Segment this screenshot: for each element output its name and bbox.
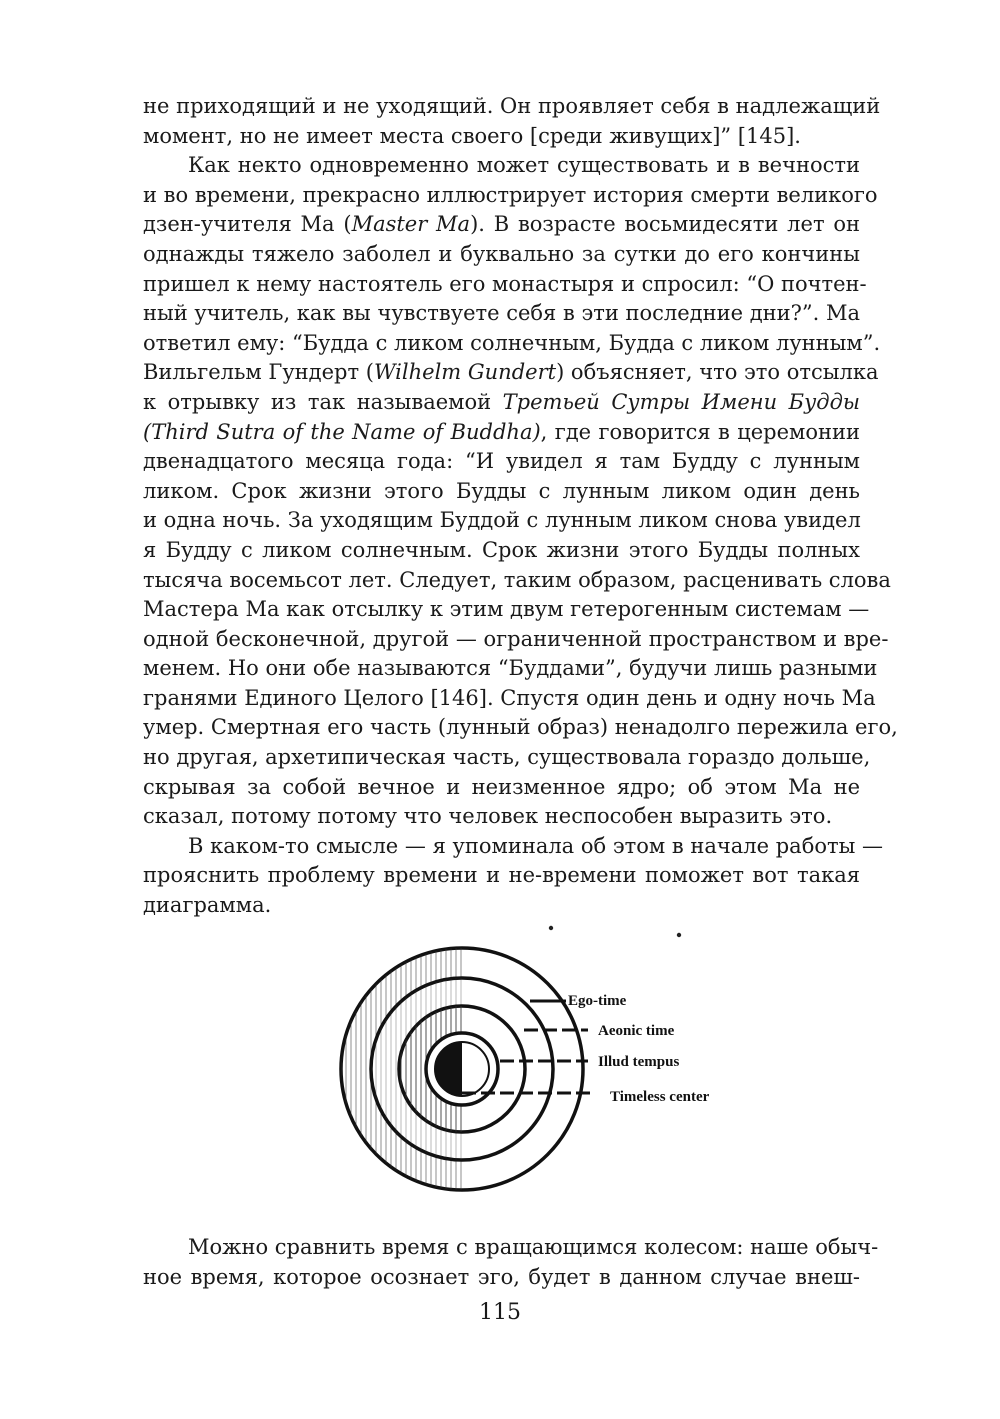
text-line: но другая, архетипическая часть, существовала гораздо дольше,: [143, 745, 871, 770]
text-line: умер. Смертная его часть (лунный образ) ненадолго пережила его,: [143, 715, 898, 740]
text-line: диаграмма.: [143, 893, 272, 918]
text-line: не приходящий и не уходящий. Он проявляет себя в надлежащий: [143, 94, 881, 118]
label-illud-tempus: Illud tempus: [598, 1054, 680, 1070]
text-block-top: [143, 92, 898, 921]
italic-term-wilhelm-gundert: Wilhelm Gundert: [373, 360, 557, 385]
text-line: я Будду с ликом солнечным. Срок жизни этого Будды полных: [143, 537, 860, 562]
text-line: момент, но не имеет места своего [среди живущих]” [145].: [143, 123, 801, 148]
text-line: менем. Но они обе называются “Буддами”, будучи лишь разными: [143, 656, 878, 681]
text-line: ный учитель, как вы чувствуете себя в эти последние дни?”. Ма: [143, 301, 861, 326]
text-line: Мастера Ма как отсылку к этим двум гетерогенным системам —: [143, 597, 870, 622]
text-line: прояснить проблему времени и не-времени поможет вот такая: [143, 863, 860, 888]
text-line: сказал, потому потому что человек неспособен выразить это.: [143, 804, 833, 829]
italic-term-sutra-title-en: (Third Sutra of the Name of Buddha): [143, 419, 541, 444]
text-line: В каком-то смысле — я упоминала об этом в начале работы —: [188, 833, 883, 858]
timeless-center-dot: [435, 1042, 462, 1096]
paragraph-1: [143, 151, 898, 832]
text-line: гранями Единого Целого [146]. Спустя один день и одну ночь Ма: [143, 685, 876, 710]
text-line: пришел к нему настоятель его монастыря и спросил: “О почтен-: [143, 271, 867, 296]
paragraph-3: [143, 1233, 879, 1292]
text-line: и во времени, прекрасно иллюстрирует история смерти великого: [143, 182, 878, 207]
italic-term-sutra-title-ru: Третьей Сутры Имени Будды: [502, 389, 860, 414]
label-timeless-center: Timeless center: [610, 1089, 710, 1105]
ink-speck: [677, 933, 681, 937]
text-block-bottom: [143, 1233, 879, 1292]
text-line: Как некто одновременно может существовать и в вечности: [188, 153, 860, 178]
line-fragment: ) объясняет, что это отсылка: [556, 360, 879, 385]
paragraph-2: [143, 832, 883, 921]
line-fragment: Вильгельм Гундерт (: [143, 360, 374, 385]
line-fragment: к отрывку из так называемой: [143, 389, 503, 414]
italic-term-master-ma: Master Ma: [351, 212, 471, 237]
text-line: однажды тяжело заболел и буквально за сутки до его кончины: [143, 241, 860, 266]
text-line: Можно сравнить время с вращающимся колесом: наше обыч-: [188, 1235, 879, 1259]
text-line: тысяча восемьсот лет. Следует, таким образом, расценивать слова: [143, 567, 891, 592]
text-line: ликом. Срок жизни этого Будды с лунным ликом один день: [143, 478, 860, 503]
line-fragment: дзен-учителя Ма (: [143, 212, 352, 237]
text-line: [143, 418, 860, 448]
label-ego-time: Ego-time: [568, 993, 627, 1009]
text-line: двенадцатого месяца года: “И увидел я там Будду с лунным: [143, 449, 860, 474]
line-fragment: , где говорится в церемонии: [540, 419, 861, 444]
paragraph-0: [143, 92, 881, 151]
text-line: [143, 210, 860, 240]
text-line: [143, 388, 860, 418]
text-line: ответил ему: “Будда с ликом солнечным, Будда с ликом лунным”.: [143, 330, 881, 355]
diagram-svg: [330, 915, 760, 1205]
line-fragment: ). В возрасте восьмидесяти лет он: [470, 212, 860, 237]
ink-speck: [549, 926, 553, 930]
label-aeonic-time: Aeonic time: [598, 1023, 675, 1039]
text-line: и одна ночь. За уходящим Буддой с лунным ликом снова увидел: [143, 508, 861, 533]
text-line: одной бесконечной, другой — ограниченной пространством и вре-: [143, 626, 889, 651]
page-number: 115: [479, 1300, 521, 1325]
text-line: скрывая за собой вечное и неизменное ядро; об этом Ма не: [143, 774, 860, 799]
text-line: [143, 358, 879, 388]
time-circles-diagram: [330, 915, 760, 1205]
text-line: ное время, которое осознает эго, будет в данном случае внеш-: [143, 1264, 860, 1289]
